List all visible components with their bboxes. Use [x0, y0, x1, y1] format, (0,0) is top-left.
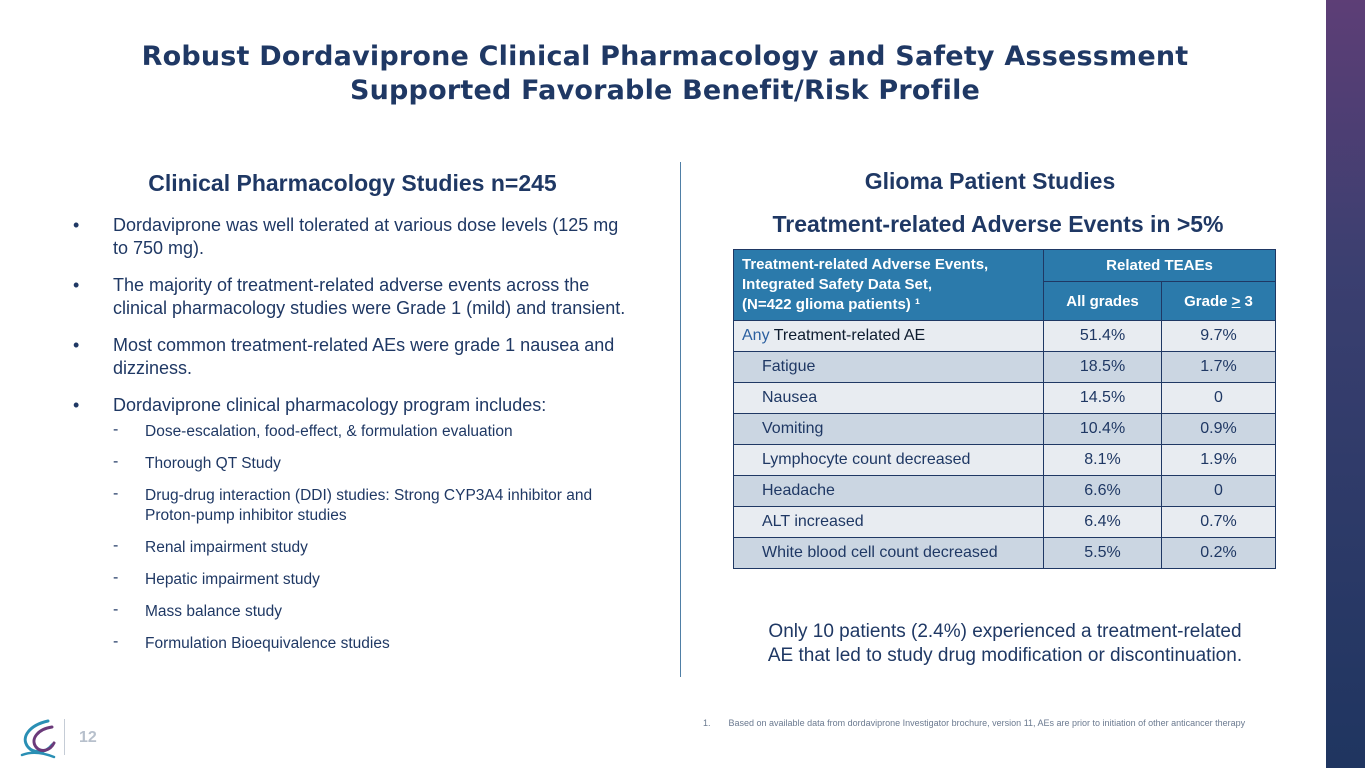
- program-item-text: Thorough QT Study: [145, 455, 281, 472]
- table-header-all-grades: All grades: [1044, 282, 1162, 321]
- dash-marker: -: [113, 421, 119, 438]
- table-row: [734, 352, 1276, 383]
- dash-marker: -: [113, 569, 119, 586]
- table-cell-all-grades: 5.5%: [1044, 538, 1162, 569]
- program-item-text: Dose-escalation, food-effect, & formulation evaluation: [145, 423, 513, 440]
- table-cell-name: Lymphocyte count decreased: [734, 445, 1044, 476]
- program-item: [73, 602, 638, 622]
- program-item: [73, 538, 638, 558]
- table-header-adverse-events: [734, 250, 1044, 321]
- table-header-related-teaes: Related TEAEs: [1044, 250, 1276, 282]
- page-number: 12: [79, 729, 97, 746]
- table-cell-grade-3: 0.2%: [1162, 538, 1276, 569]
- header-main-line2: Integrated Safety Data Set,: [742, 276, 933, 293]
- side-accent-bar: [1326, 0, 1365, 768]
- table-cell-grade-3: 0: [1162, 383, 1276, 414]
- bullet-item: [73, 214, 638, 260]
- table-cell-name: Headache: [734, 476, 1044, 507]
- slide-title-line1: Robust Dordaviprone Clinical Pharmacology and Safety Assessment: [141, 41, 1189, 72]
- any-rest: Treatment-related AE: [769, 327, 926, 344]
- dash-marker: -: [113, 601, 119, 618]
- table-row-any-ae: [734, 321, 1276, 352]
- table-row: [734, 445, 1276, 476]
- table-header-row: [734, 250, 1276, 282]
- program-item: [73, 486, 638, 526]
- table-cell-all-grades: 6.4%: [1044, 507, 1162, 538]
- table-cell-grade-3: 0.7%: [1162, 507, 1276, 538]
- bullet-dot: •: [73, 275, 80, 295]
- glioma-studies-heading: Glioma Patient Studies: [864, 168, 1116, 194]
- table-cell-grade-3: 0: [1162, 476, 1276, 507]
- bullet-text: Most common treatment-related AEs were grade 1 nausea and dizziness.: [113, 335, 615, 378]
- grade-prefix: Grade: [1184, 292, 1232, 310]
- dash-marker: -: [113, 453, 119, 470]
- table-row: [734, 538, 1276, 569]
- table-cell-grade-3: 1.9%: [1162, 445, 1276, 476]
- table-row: [734, 507, 1276, 538]
- table-cell-grade-3: 1.7%: [1162, 352, 1276, 383]
- table-cell-name: Vomiting: [734, 414, 1044, 445]
- footnote: [703, 718, 1313, 728]
- footnote-number: 1.: [703, 718, 711, 728]
- clinical-pharmacology-bullets: [73, 214, 638, 668]
- bullet-item: [73, 334, 638, 380]
- program-item-text: Drug-drug interaction (DDI) studies: Strong CYP3A4 inhibitor and Proton-pump inhibitor studies: [145, 487, 593, 524]
- bullet-text: Dordaviprone clinical pharmacology program includes:: [113, 395, 547, 415]
- table-cell-name: White blood cell count decreased: [734, 538, 1044, 569]
- table-cell-name: Fatigue: [734, 352, 1044, 383]
- table-cell-all-grades: 10.4%: [1044, 414, 1162, 445]
- bullet-dot: •: [73, 335, 80, 355]
- bullet-dot: •: [73, 215, 80, 235]
- table-cell-all-grades: 18.5%: [1044, 352, 1162, 383]
- program-items-list: [73, 422, 638, 654]
- program-item-text: Formulation Bioequivalence studies: [145, 635, 390, 652]
- program-item: [73, 634, 638, 654]
- summary-line2: AE that led to study drug modification or discontinuation.: [767, 645, 1243, 666]
- header-main-line3: (N=422 glioma patients) ¹: [742, 296, 920, 313]
- table-row: [734, 383, 1276, 414]
- table-cell-all-grades: 14.5%: [1044, 383, 1162, 414]
- footnote-text: Based on available data from dordaviprone Investigator brochure, version 11, AEs are prior to initiation of other anticancer therapy: [728, 718, 1246, 728]
- adverse-events-subheading: Treatment-related Adverse Events in >5%: [772, 211, 1224, 237]
- summary-line1: Only 10 patients (2.4%) experienced a treatment-related: [768, 621, 1242, 642]
- grade-suffix: 3: [1240, 292, 1253, 310]
- table-row: [734, 414, 1276, 445]
- table-cell-all-grades: 8.1%: [1044, 445, 1162, 476]
- table-cell-all-grades: 51.4%: [1044, 321, 1162, 352]
- bullet-text: Dordaviprone was well tolerated at various dose levels (125 mg to 750 mg).: [113, 215, 619, 258]
- table-cell-name: ALT increased: [734, 507, 1044, 538]
- any-label: Any: [742, 327, 770, 344]
- column-divider: [680, 162, 681, 677]
- program-item: [73, 454, 638, 474]
- grade-gte-symbol: >: [1231, 292, 1241, 310]
- program-item: [73, 422, 638, 442]
- table-cell-grade-3: 9.7%: [1162, 321, 1276, 352]
- header-main-line1: Treatment-related Adverse Events,: [742, 256, 989, 273]
- bullet-text: The majority of treatment-related adverse events across the clinical pharmacology studies were Grade 1 (mild) and transient.: [113, 275, 626, 318]
- program-item-text: Renal impairment study: [145, 539, 308, 556]
- adverse-events-table: [733, 249, 1276, 569]
- slide-title: [90, 40, 1240, 108]
- dash-marker: -: [113, 485, 119, 502]
- table-header-grade-3: [1162, 282, 1276, 321]
- dash-marker: -: [113, 537, 119, 554]
- bullet-item: [73, 394, 638, 654]
- table-cell-all-grades: 6.6%: [1044, 476, 1162, 507]
- dash-marker: -: [113, 633, 119, 650]
- bullet-item: [73, 274, 638, 320]
- program-item: [73, 570, 638, 590]
- company-swirl-logo-icon: [18, 717, 58, 759]
- discontinuation-summary: [740, 620, 1270, 668]
- clinical-pharmacology-heading: Clinical Pharmacology Studies n=245: [148, 170, 557, 196]
- program-item-text: Hepatic impairment study: [145, 571, 320, 588]
- slide-title-line2: Supported Favorable Benefit/Risk Profile: [349, 75, 981, 106]
- logo-divider: [64, 719, 65, 755]
- table-cell-name: [734, 321, 1044, 352]
- table-row: [734, 476, 1276, 507]
- table-cell-name: Nausea: [734, 383, 1044, 414]
- program-item-text: Mass balance study: [145, 603, 282, 620]
- bullet-dot: •: [73, 395, 80, 415]
- table-cell-grade-3: 0.9%: [1162, 414, 1276, 445]
